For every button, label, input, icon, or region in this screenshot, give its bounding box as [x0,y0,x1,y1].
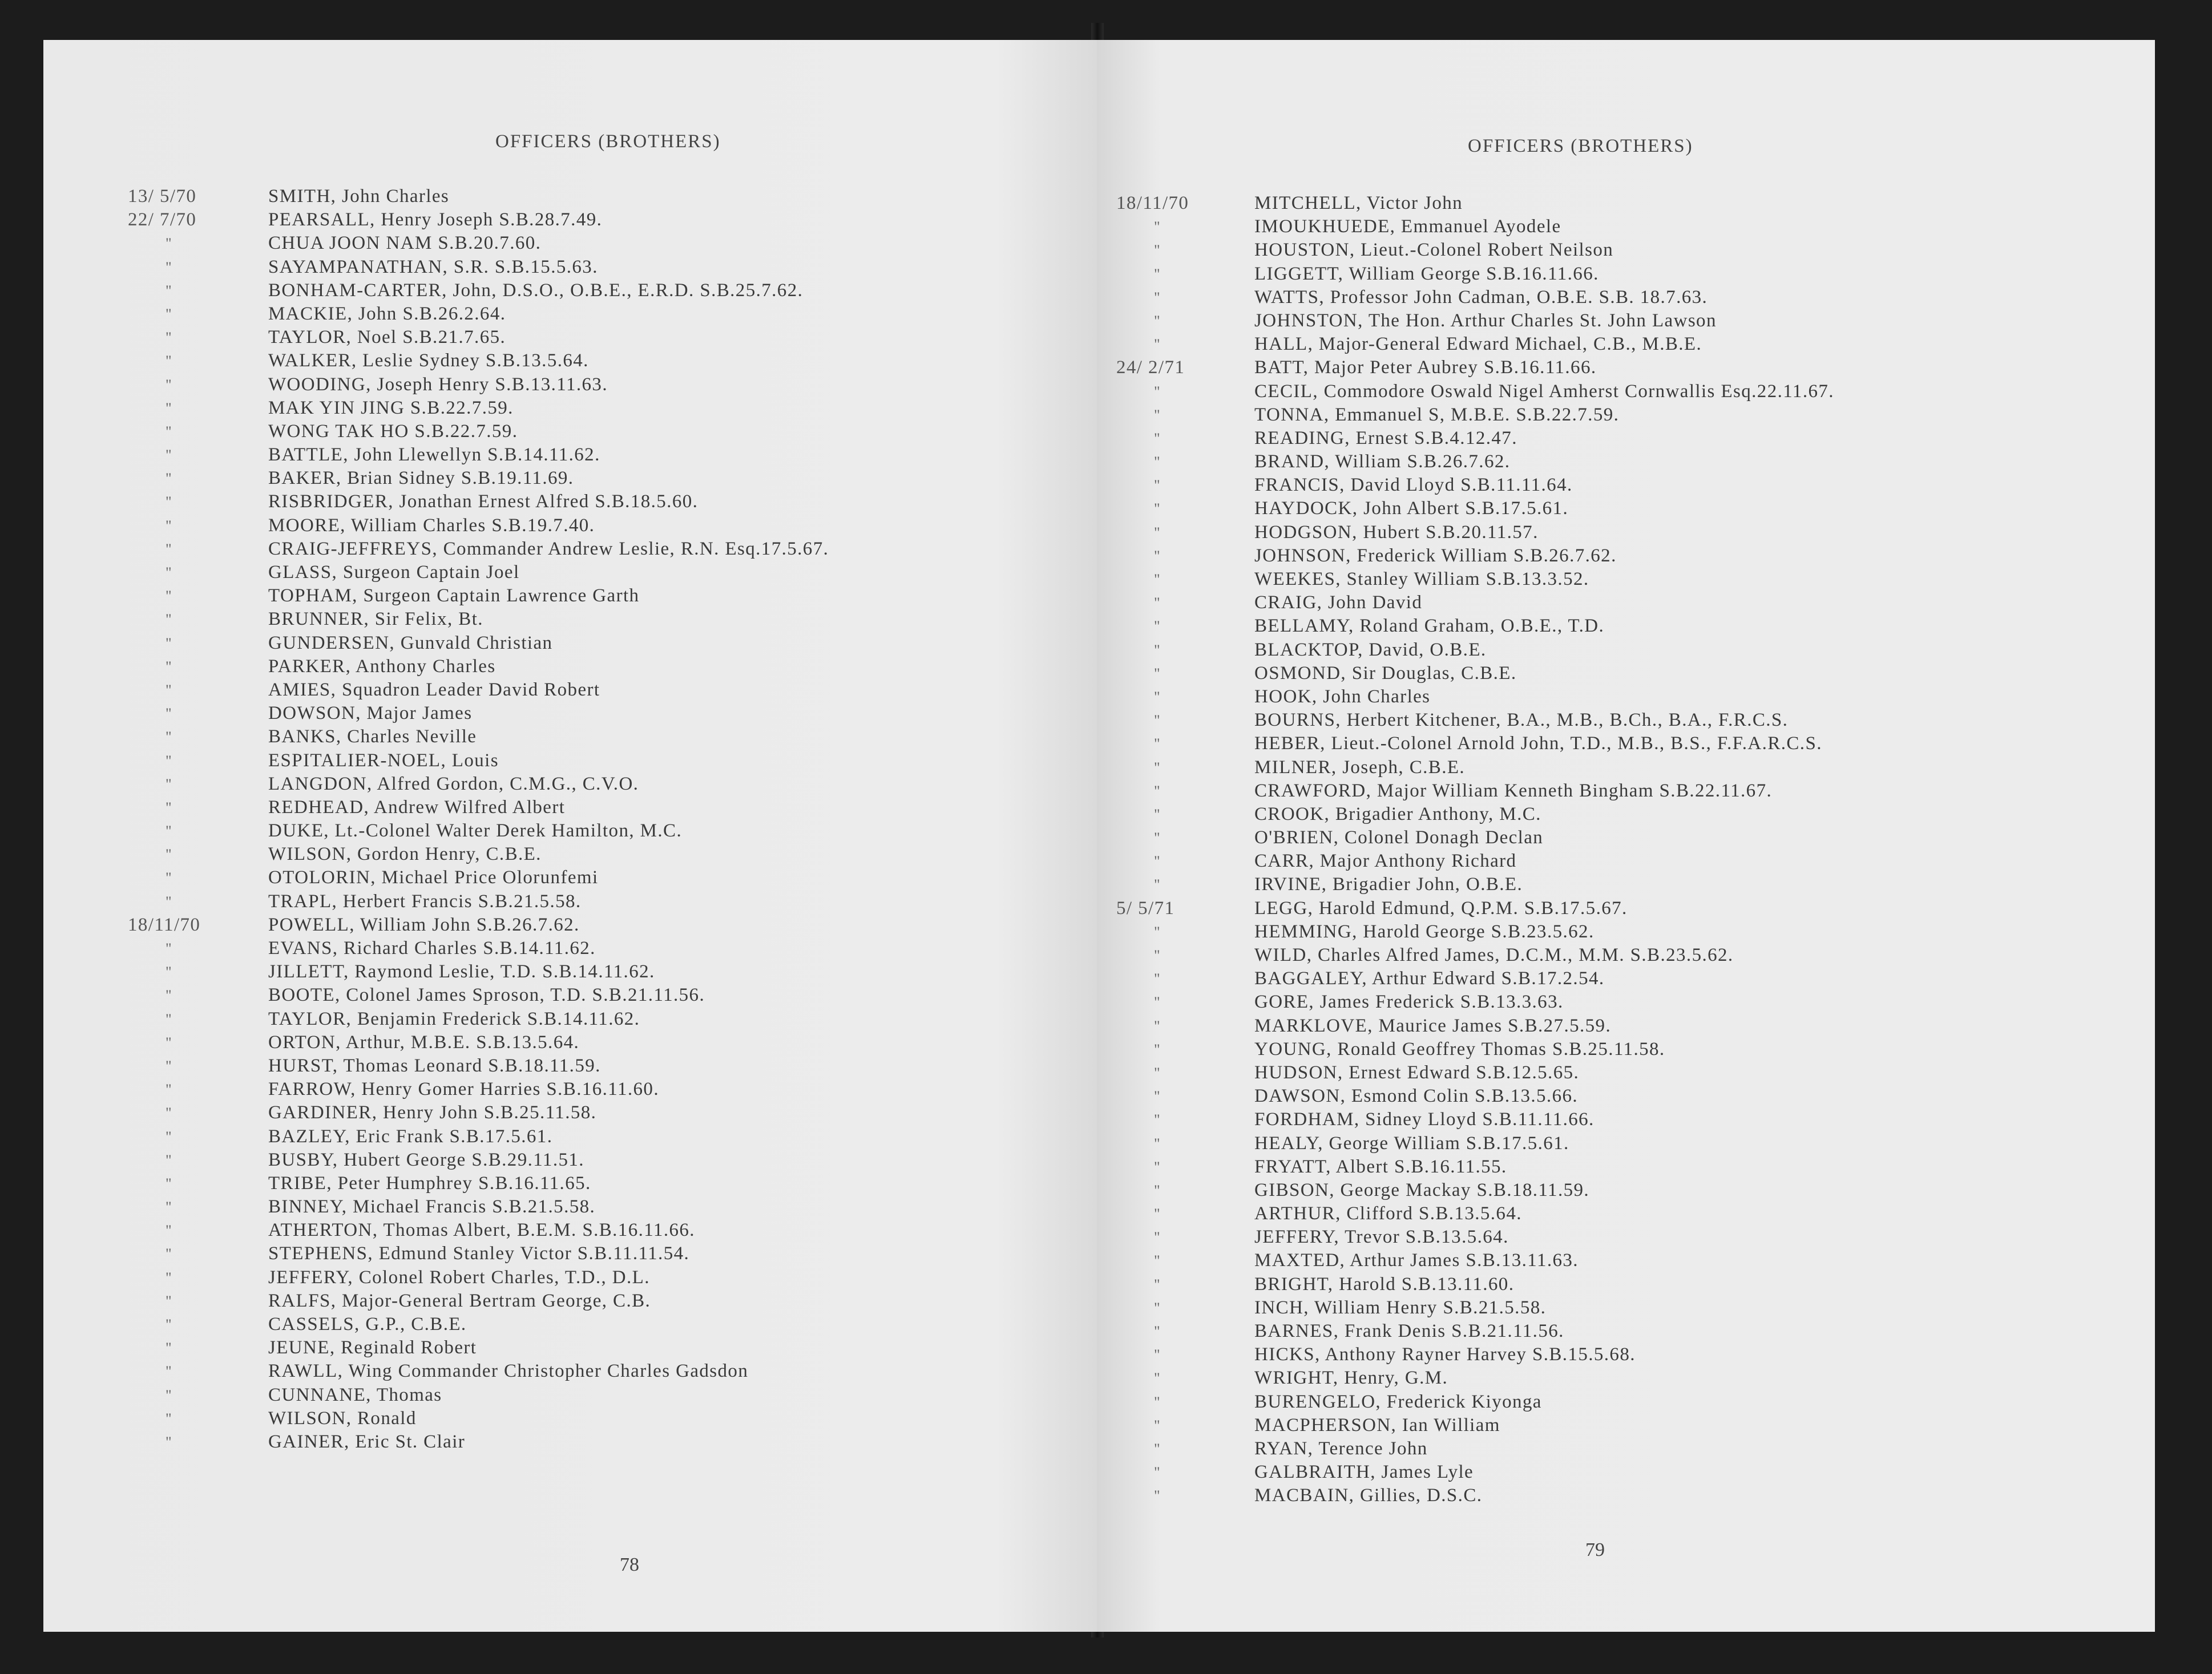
entry-date: " [166,1222,173,1239]
entry-name: HAYDOCK, John Albert S.B.17.5.61. [1254,498,1569,519]
entry-date: " [1154,242,1161,259]
entry-name: HOUSTON, Lieut.-Colonel Robert Neilson [1254,240,1614,261]
entry-name: BRIGHT, Harold S.B.13.11.60. [1254,1273,1515,1295]
entry-date: 22/ 7/70 [128,209,197,231]
entry-date: " [1154,1370,1161,1387]
entry-name: BELLAMY, Roland Graham, O.B.E., T.D. [1254,616,1605,637]
entry-date: " [166,729,173,746]
entry-name: WILSON, Gordon Henry, C.B.E. [268,844,542,865]
entry-name: YOUNG, Ronald Geoffrey Thomas S.B.25.11.58. [1254,1038,1665,1060]
entry-date: " [166,681,173,698]
entry-date: " [1154,1041,1161,1058]
entry-name: MACBAIN, Gillies, D.S.C. [1254,1485,1483,1506]
entry-date: " [1154,1252,1161,1269]
entry-date: 13/ 5/70 [128,186,197,207]
entry-name: RAWLL, Wing Commander Christopher Charles Gadsdon [268,1361,749,1382]
entry-name: OTOLORIN, Michael Price Olorunfemi [268,867,599,888]
entry-date: " [1154,430,1161,447]
entry-name: BLACKTOP, David, O.B.E. [1254,639,1487,660]
entry-name: GAINER, Eric St. Clair [268,1431,466,1452]
entry-date: " [1154,1276,1161,1293]
entry-name: BURENGELO, Frederick Kiyonga [1254,1391,1542,1412]
entry-date: " [1154,947,1161,964]
entry-name: HALL, Major-General Edward Michael, C.B., M.B.E. [1254,334,1702,355]
entry-name: POWELL, William John S.B.26.7.62. [268,914,580,935]
entry-name: REDHEAD, Andrew Wilfred Albert [268,796,566,818]
entry-date: " [166,752,173,769]
entry-name: SAYAMPANATHAN, S.R. S.B.15.5.63. [268,256,598,277]
entry-date: " [1154,454,1161,471]
entry-name: PEARSALL, Henry Joseph S.B.28.7.49. [268,209,603,231]
entry-date: " [166,353,173,370]
entry-name: DAWSON, Esmond Colin S.B.13.5.66. [1254,1086,1579,1107]
entry-name: CECIL, Commodore Oswald Nigel Amherst Cornwallis Esq.22.11.67. [1254,381,1834,402]
entry-date: " [166,1386,173,1404]
entry-name: ATHERTON, Thomas Albert, B.E.M. S.B.16.11.66. [268,1220,695,1241]
entry-date: " [1154,923,1161,940]
entry-name: GORE, James Frederick S.B.13.3.63. [1254,992,1564,1013]
entry-name: BRAND, William S.B.26.7.62. [1254,451,1511,472]
entry-date: " [166,1151,173,1168]
entry-date: " [166,611,173,628]
entry-date: " [166,1105,173,1122]
entry-date: " [166,447,173,464]
entry-name: BAKER, Brian Sidney S.B.19.11.69. [268,468,574,489]
entry-name: LEGG, Harold Edmund, Q.P.M. S.B.17.5.67. [1254,897,1628,919]
entry-date: " [1154,1464,1161,1481]
entry-date: " [166,1433,173,1450]
entry-name: SMITH, John Charles [268,186,450,207]
entry-name: MAK YIN JING S.B.22.7.59. [268,397,514,418]
entry-name: WILSON, Ronald [268,1408,417,1429]
entry-date: " [166,1034,173,1051]
entry-name: DOWSON, Major James [268,703,473,724]
entry-name: WEEKES, Stanley William S.B.13.3.52. [1254,569,1589,589]
entry-date: " [166,1246,173,1263]
entry-date: " [1154,265,1161,282]
entry-date: " [166,564,173,581]
entry-date: " [166,964,173,981]
entry-date: " [166,235,173,252]
entry-name: LIGGETT, William George S.B.16.11.66. [1254,263,1599,284]
entry-name: RISBRIDGER, Jonathan Ernest Alfred S.B.18.5.60. [268,491,699,512]
entry-date: " [1154,1206,1161,1223]
entry-name: HUDSON, Ernest Edward S.B.12.5.65. [1254,1062,1580,1083]
entry-date: " [166,823,173,840]
entry-name: CUNNANE, Thomas [268,1384,442,1405]
entry-date: " [166,1340,173,1357]
entry-date: " [166,399,173,417]
entry-date: " [166,634,173,652]
entry-date: " [1154,641,1161,658]
entry-name: RALFS, Major-General Bertram George, C.B. [268,1290,651,1311]
entry-date: " [166,282,173,299]
entry-name: BAZLEY, Eric Frank S.B.17.5.61. [268,1126,553,1147]
entry-date: " [1154,665,1161,682]
entry-name: FRYATT, Albert S.B.16.11.55. [1254,1156,1507,1177]
entry-name: CRAIG-JEFFREYS, Commander Andrew Leslie, R.N. Esq.17.5.67. [268,538,829,559]
entry-date: " [1154,336,1161,353]
entry-name: CHUA JOON NAM S.B.20.7.60. [268,233,542,254]
entry-date: " [1154,759,1161,776]
entry-date: " [1154,876,1161,893]
entry-name: JEUNE, Reginald Robert [268,1337,477,1358]
entry-name: TOPHAM, Surgeon Captain Lawrence Garth [268,585,640,606]
entry-name: MILNER, Joseph, C.B.E. [1254,757,1466,778]
entry-name: BUSBY, Hubert George S.B.29.11.51. [268,1149,584,1170]
entry-name: PARKER, Anthony Charles [268,656,496,677]
entry-date: " [166,1292,173,1309]
entry-date: " [1154,1182,1161,1199]
entry-date: " [1154,571,1161,588]
entry-date: " [1154,1158,1161,1175]
entry-date: " [1154,1088,1161,1105]
entry-date: " [1154,712,1161,729]
entry-date: " [166,1128,173,1145]
entry-name: CARR, Major Anthony Richard [1254,851,1517,872]
entry-name: TONNA, Emmanuel S, M.B.E. S.B.22.7.59. [1254,404,1620,425]
entry-name: HEMMING, Harold George S.B.23.5.62. [1254,921,1595,942]
left-page [43,40,1101,1632]
entry-name: BATTLE, John Llewellyn S.B.14.11.62. [268,444,600,466]
entry-date: " [166,1081,173,1098]
entry-date: " [1154,688,1161,705]
entry-date: " [1154,971,1161,988]
entry-name: WOODING, Joseph Henry S.B.13.11.63. [268,374,608,395]
entry-name: FARROW, Henry Gomer Harries S.B.16.11.60. [268,1079,659,1100]
entry-name: OSMOND, Sir Douglas, C.B.E. [1254,662,1517,684]
entry-name: WATTS, Professor John Cadman, O.B.E. S.B. 18.7.63. [1254,286,1708,308]
entry-name: O'BRIEN, Colonel Donagh Declan [1254,827,1544,848]
entry-name: JOHNSTON, The Hon. Arthur Charles St. John Lawson [1254,310,1717,331]
entry-date: " [1154,782,1161,799]
entry-name: TRIBE, Peter Humphrey S.B.16.11.65. [268,1172,591,1194]
entry-date: " [166,517,173,534]
entry-date: " [166,705,173,722]
entry-name: HEBER, Lieut.-Colonel Arnold John, T.D., M.B., B.S., F.F.A.R.C.S. [1254,733,1822,754]
entry-date: " [166,588,173,605]
entry-name: MOORE, William Charles S.B.19.7.40. [268,515,595,536]
entry-date: " [166,775,173,792]
right-page [1097,40,2155,1632]
entry-name: EVANS, Richard Charles S.B.14.11.62. [268,938,596,959]
entry-date: " [166,940,173,957]
entry-date: " [166,470,173,487]
entry-date: " [166,1010,173,1028]
entry-date: " [166,494,173,511]
entry-date: 24/ 2/71 [1116,357,1185,378]
entry-name: HODGSON, Hubert S.B.20.11.57. [1254,521,1539,543]
entry-name: MACPHERSON, Ian William [1254,1414,1500,1436]
entry-date: 18/11/70 [1116,193,1189,213]
entry-date: " [166,1175,173,1192]
entry-date: " [1154,1323,1161,1340]
entry-date: " [1154,219,1161,236]
entry-date: " [1154,595,1161,612]
entry-date: " [166,329,173,346]
entry-date: " [166,305,173,322]
entry-name: MITCHELL, Victor John [1254,193,1463,213]
entry-date: " [166,1057,173,1074]
entry-name: ORTON, Arthur, M.B.E. S.B.13.5.64. [268,1032,580,1053]
page-number: 79 [1585,1539,1605,1560]
entry-date: " [166,987,173,1004]
entry-name: WALKER, Leslie Sydney S.B.13.5.64. [268,350,589,371]
entry-name: CRAIG, John David [1254,592,1423,613]
entry-date: " [166,540,173,557]
entry-date: " [1154,994,1161,1011]
entry-date: " [1154,524,1161,541]
entry-name: BANKS, Charles Neville [268,726,477,747]
entry-name: JILLETT, Raymond Leslie, T.D. S.B.14.11.62. [268,961,655,982]
entry-name: FRANCIS, David Lloyd S.B.11.11.64. [1254,475,1573,496]
entry-name: TAYLOR, Benjamin Frederick S.B.14.11.62. [268,1008,640,1029]
entry-name: CROOK, Brigadier Anthony, M.C. [1254,803,1541,824]
entry-name: GIBSON, George Mackay S.B.18.11.59. [1254,1179,1590,1200]
entry-name: BINNEY, Michael Francis S.B.21.5.58. [268,1196,596,1218]
entry-name: ESPITALIER-NOEL, Louis [268,750,499,771]
entry-date: " [1154,406,1161,423]
entry-name: CASSELS, G.P., C.B.E. [268,1314,467,1335]
entry-date: " [166,893,173,910]
entry-name: AMIES, Squadron Leader David Robert [268,679,600,700]
entry-name: CRAWFORD, Major William Kenneth Bingham S.B.22.11.67. [1254,780,1773,801]
entry-date: " [1154,1229,1161,1246]
entry-date: " [1154,1111,1161,1129]
entry-name: HOOK, John Charles [1254,686,1431,707]
entry-date: " [1154,830,1161,847]
entry-name: IMOUKHUEDE, Emmanuel Ayodele [1254,216,1561,237]
entry-date: " [1154,547,1161,564]
entry-date: " [166,376,173,393]
entry-name: BAGGALEY, Arthur Edward S.B.17.2.54. [1254,968,1605,989]
entry-date: " [1154,1393,1161,1410]
entry-name: HICKS, Anthony Rayner Harvey S.B.15.5.68. [1254,1344,1636,1365]
entry-name: DUKE, Lt.-Colonel Walter Derek Hamilton, M.C. [268,820,683,842]
entry-name: TAYLOR, Noel S.B.21.7.65. [268,327,506,348]
entry-name: IRVINE, Brigadier John, O.B.E. [1254,874,1523,895]
entry-name: GLASS, Surgeon Captain Joel [268,562,520,583]
entry-name: GALBRAITH, James Lyle [1254,1462,1474,1483]
entry-name: BARNES, Frank Denis S.B.21.11.56. [1254,1321,1564,1341]
entry-name: TRAPL, Herbert Francis S.B.21.5.58. [268,891,582,912]
entry-name: STEPHENS, Edmund Stanley Victor S.B.11.11.54. [268,1243,690,1264]
entry-name: LANGDON, Alfred Gordon, C.M.G., C.V.O. [268,773,639,794]
entry-date: " [1154,1299,1161,1316]
entry-date: " [166,1316,173,1333]
entry-date: " [166,658,173,675]
entry-name: RYAN, Terence John [1254,1438,1428,1459]
entry-name: MACKIE, John S.B.26.2.64. [268,303,506,324]
entry-date: 18/11/70 [128,914,201,935]
entry-date: " [1154,1417,1161,1434]
entry-date: " [1154,618,1161,635]
page-heading: OFFICERS (BROTHERS) [495,131,721,152]
entry-name: BONHAM-CARTER, John, D.S.O., O.B.E., E.R.D. S.B.25.7.62. [268,280,804,301]
entry-name: MARKLOVE, Maurice James S.B.27.5.59. [1254,1015,1612,1036]
entry-date: " [1154,1347,1161,1364]
entry-date: " [166,870,173,887]
entry-name: READING, Ernest S.B.4.12.47. [1254,427,1517,448]
entry-date: " [166,799,173,816]
entry-date: " [166,423,173,440]
entry-name: GARDINER, Henry John S.B.25.11.58. [268,1102,597,1123]
entry-date: " [166,1363,173,1380]
entry-name: JOHNSON, Frederick William S.B.26.7.62. [1254,545,1617,566]
entry-date: " [1154,853,1161,870]
entry-name: JEFFERY, Colonel Robert Charles, T.D., D.L. [268,1267,650,1288]
page-number: 78 [620,1554,639,1575]
page-heading: OFFICERS (BROTHERS) [1468,136,1693,156]
entry-date: 5/ 5/71 [1116,897,1175,919]
entry-date: " [1154,477,1161,494]
entry-name: INCH, William Henry S.B.21.5.58. [1254,1297,1547,1318]
entry-date: " [1154,312,1161,329]
entry-date: " [1154,1064,1161,1081]
entry-name: WONG TAK HO S.B.22.7.59. [268,420,518,442]
entry-name: GUNDERSEN, Gunvald Christian [268,632,553,653]
entry-name: WRIGHT, Henry, G.M. [1254,1368,1448,1389]
entry-name: BRUNNER, Sir Felix, Bt. [268,609,483,630]
entry-name: WILD, Charles Alfred James, D.C.M., M.M. S.B.23.5.62. [1254,945,1734,965]
entry-name: HURST, Thomas Leonard S.B.18.11.59. [268,1055,601,1076]
entry-date: " [1154,289,1161,306]
entry-date: " [166,846,173,863]
entry-date: " [1154,1017,1161,1034]
entry-name: BOOTE, Colonel James Sproson, T.D. S.B.21.11.56. [268,985,705,1006]
entry-name: HEALY, George William S.B.17.5.61. [1254,1133,1569,1154]
entry-date: " [1154,1440,1161,1457]
entry-name: JEFFERY, Trevor S.B.13.5.64. [1254,1227,1509,1248]
entry-name: MAXTED, Arthur James S.B.13.11.63. [1254,1250,1579,1271]
entry-name: BATT, Major Peter Aubrey S.B.16.11.66. [1254,357,1597,378]
entry-date: " [166,1410,173,1427]
entry-date: " [166,1199,173,1216]
entry-name: BOURNS, Herbert Kitchener, B.A., M.B., B.Ch., B.A., F.R.C.S. [1254,710,1789,731]
entry-date: " [1154,735,1161,753]
entry-date: " [1154,1135,1161,1152]
entry-name: ARTHUR, Clifford S.B.13.5.64. [1254,1203,1522,1224]
entry-date: " [1154,500,1161,517]
entry-name: FORDHAM, Sidney Lloyd S.B.11.11.66. [1254,1109,1595,1130]
entry-date: " [166,258,173,276]
entry-date: " [1154,806,1161,823]
entry-date: " [166,1269,173,1286]
entry-date: " [1154,383,1161,400]
entry-date: " [1154,1487,1161,1505]
